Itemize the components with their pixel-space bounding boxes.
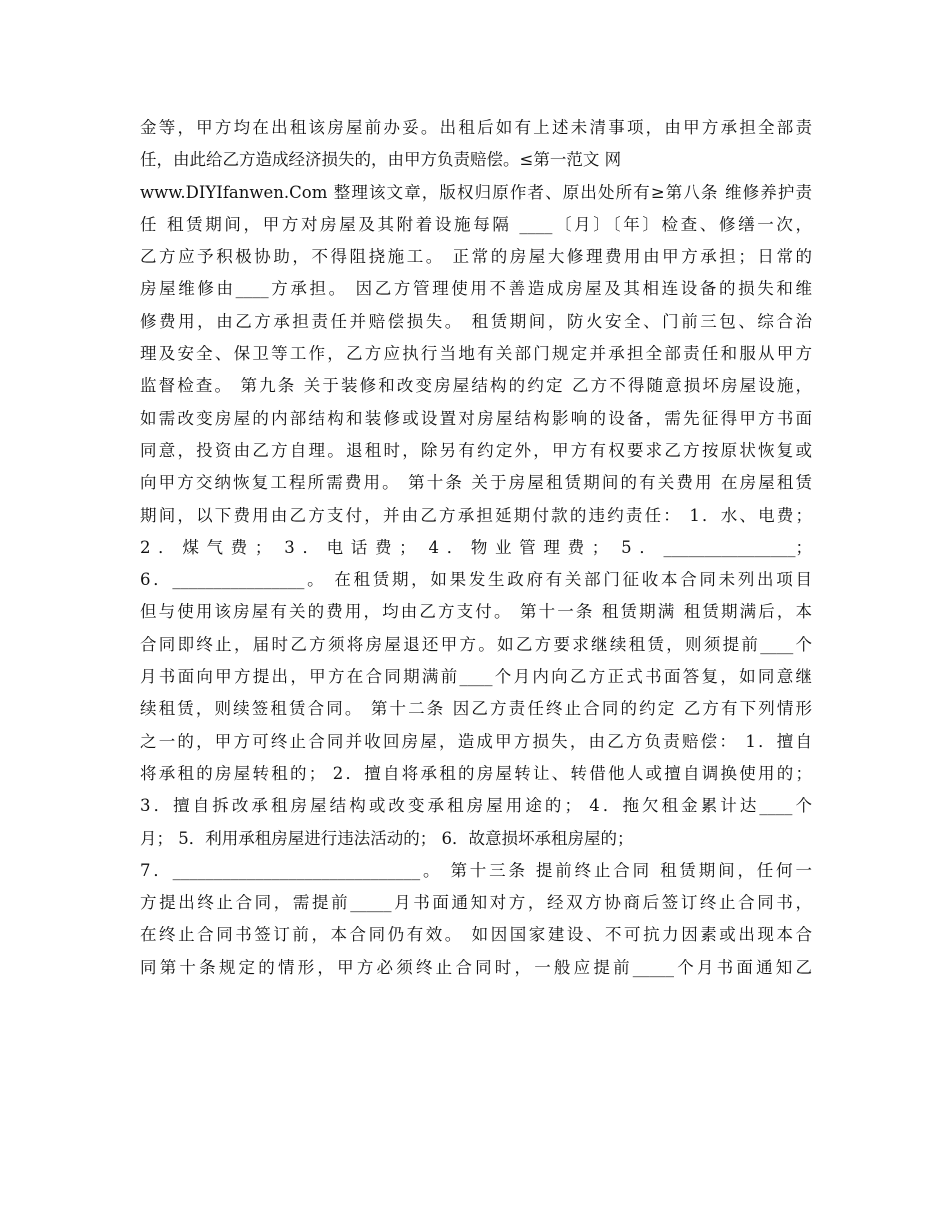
text-line: 如需改变房屋的内部结构和装修或设置对房屋结构影响的设备，需先征得甲方书面: [140, 408, 812, 428]
text-line: 乙方应予积极协助，不得阻挠施工。 正常的房屋大修理费用由甲方承担；日常的: [140, 247, 812, 267]
text-line: 将承租的房屋转租的； 2．擅自将承租的房屋转让、转借他人或擅自调换使用的；: [140, 763, 812, 783]
text-line: 修费用，由乙方承担责任并赔偿损失。 租赁期间，防火安全、门前三包、综合治: [140, 311, 812, 331]
contract-text-body: [140, 112, 812, 984]
text-line: 同第十条规定的情形，甲方必须终止合同时，一般应提前_____个月书面通知乙: [140, 957, 812, 977]
text-line: 任 租赁期间，甲方对房屋及其附着设施每隔 ____〔月〕〔年〕检查、修缮一次，: [140, 214, 812, 234]
text-line: 方提出终止合同，需提前_____月书面通知对方，经双方协商后签订终止合同书，: [140, 893, 812, 913]
text-line: 任，由此给乙方造成经济损失的，由甲方负责赔偿。≤第一范文 网: [140, 150, 622, 170]
text-line: 之一的，甲方可终止合同并收回房屋，造成甲方损失，由乙方负责赔偿： 1．擅自: [140, 731, 812, 751]
text-line: www.DIYIfanwen.Com 整理该文章，版权归原作者、原出处所有≥第八条 维修养护责: [140, 182, 812, 202]
text-line: 金等，甲方均在出租该房屋前办妥。出租后如有上述未清事项，由甲方承担全部责: [140, 118, 812, 137]
text-line: 在终止合同书签订前，本合同仍有效。 如因国家建设、不可抗力因素或出现本合: [140, 925, 812, 945]
text-line: 续租赁，则续签租赁合同。 第十二条 因乙方责任终止合同的约定 乙方有下列情形: [140, 699, 812, 719]
text-line: 同意，投资由乙方自理。退租时，除另有约定外，甲方有权要求乙方按原状恢复或: [140, 440, 812, 460]
text-line: 7．______________________________。 第十三条 提前终止合同 租赁期间，任何一: [140, 860, 812, 880]
text-line: 6．________________。 在租赁期，如果发生政府有关部门征收本合同未列出项目: [140, 570, 812, 590]
text-line: 监督检查。 第九条 关于装修和改变房屋结构的约定 乙方不得随意损坏房屋设施，: [140, 376, 812, 396]
text-line: 房屋维修由____方承担。 因乙方管理使用不善造成房屋及其相连设备的损失和维: [140, 279, 812, 299]
text-line: 月书面向甲方提出，甲方在合同期满前____个月内向乙方正式书面答复，如同意继: [140, 667, 812, 687]
text-line: 期间，以下费用由乙方支付，并由乙方承担延期付款的违约责任： 1．水、电费；: [140, 505, 812, 525]
text-line: 3．擅自拆改承租房屋结构或改变承租房屋用途的； 4．拖欠租金累计达____个: [140, 796, 812, 816]
text-line: 合同即终止，届时乙方须将房屋退还甲方。如乙方要求继续租赁，则须提前____个: [140, 634, 812, 654]
text-line: 理及安全、保卫等工作，乙方应执行当地有关部门规定并承担全部责任和服从甲方: [140, 344, 812, 364]
text-line: 2．煤气费； 3．电话费； 4．物业管理费； 5．________________；: [140, 537, 812, 557]
text-line: 但与使用该房屋有关的费用，均由乙方支付。 第十一条 租赁期满 租赁期满后，本: [140, 602, 812, 622]
text-line: 月； 5．利用承租房屋进行违法活动的； 6．故意损坏承租房屋的；: [140, 828, 634, 848]
text-line: 向甲方交纳恢复工程所需费用。 第十条 关于房屋租赁期间的有关费用 在房屋租赁: [140, 473, 812, 493]
